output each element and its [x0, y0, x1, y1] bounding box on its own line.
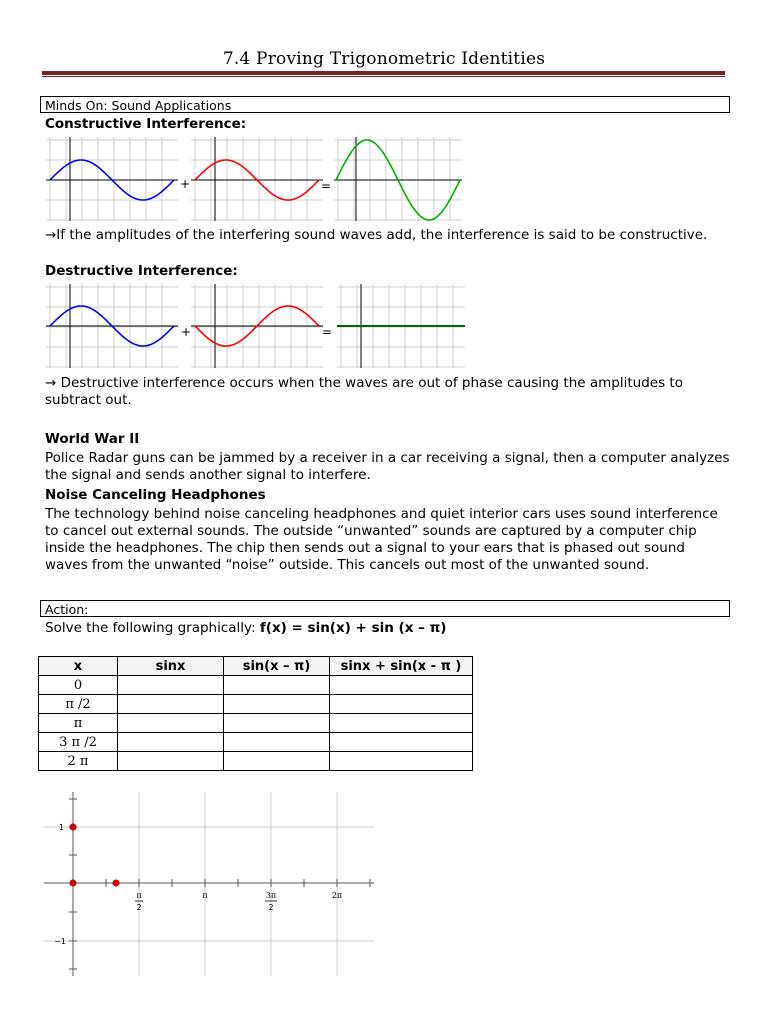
- column-header: sin(x – π): [224, 657, 330, 676]
- title-rule-thick: [42, 71, 725, 75]
- plus-sign: +: [180, 177, 191, 191]
- title-rule-thin: [42, 76, 725, 77]
- destructive-flat-wave: [337, 284, 465, 368]
- answer-cell[interactable]: [118, 676, 224, 695]
- instruction-formula: f(x) = sin(x) + sin (x – π): [259, 620, 447, 636]
- table-row: [39, 695, 473, 714]
- action-header: Action:: [40, 600, 730, 617]
- constructive-wave-2: [191, 137, 323, 221]
- constructive-wave-1: [46, 137, 178, 221]
- plotted-point: [70, 880, 77, 887]
- answer-cell[interactable]: [118, 733, 224, 752]
- destructive-wave-2: [191, 284, 323, 368]
- x-value-cell: 0: [39, 676, 118, 695]
- page-title: 7.4 Proving Trigonometric Identities: [222, 49, 546, 69]
- answer-cell[interactable]: [330, 714, 473, 733]
- constructive-description: →If the amplitudes of the interfering sound waves add, the interference is said to be constructive.: [45, 227, 708, 243]
- y-tick-label: −1: [54, 937, 66, 946]
- destructive-description: → Destructive interference occurs when the waves are out of phase causing the amplitudes to subtract out.: [45, 375, 683, 408]
- answer-cell[interactable]: [224, 752, 330, 771]
- answer-cell[interactable]: [330, 733, 473, 752]
- values-table: [38, 656, 473, 771]
- constructive-sum-wave: [334, 137, 462, 221]
- y-tick-label: 1: [58, 823, 64, 832]
- coordinate-graph: [38, 790, 378, 980]
- destructive-wave-1: [46, 284, 178, 368]
- answer-cell[interactable]: [118, 714, 224, 733]
- x-tick-label: π: [202, 891, 208, 900]
- destructive-heading: Destructive Interference:: [45, 263, 238, 279]
- minds-on-header: Minds On: Sound Applications: [40, 96, 730, 113]
- x-value-cell: 2 π: [39, 752, 118, 771]
- answer-cell[interactable]: [118, 695, 224, 714]
- plus-sign: +: [181, 325, 192, 339]
- equals-sign: =: [322, 325, 333, 339]
- x-tick-label: 2: [268, 903, 274, 912]
- x-value-cell: π: [39, 714, 118, 733]
- wwii-text: Police Radar guns can be jammed by a receiver in a car receiving a signal, then a computer analyzes the signal and sends another signal to interfere.: [45, 450, 730, 483]
- headphones-text: The technology behind noise canceling headphones and quiet interior cars uses sound interference to cancel out external sounds. The outside “unwanted” sounds are captured by a computer chip inside the headphones. The chip then sends out a signal to your ears that is phased out sound waves from the unwanted “noise” outside. This cancels out most of the unwanted sound.: [45, 506, 718, 573]
- answer-cell[interactable]: [224, 733, 330, 752]
- headphones-heading: Noise Canceling Headphones: [45, 487, 266, 503]
- answer-cell[interactable]: [330, 752, 473, 771]
- x-value-cell: π /2: [39, 695, 118, 714]
- column-header: sinx: [118, 657, 224, 676]
- column-header: sinx + sin(x - π ): [330, 657, 473, 676]
- constructive-heading: Constructive Interference:: [45, 116, 247, 132]
- answer-cell[interactable]: [224, 676, 330, 695]
- x-tick-label: 3π: [265, 891, 277, 900]
- column-header: x: [39, 657, 118, 676]
- plotted-point: [70, 824, 77, 831]
- table-row: [39, 752, 473, 771]
- table-row: [39, 676, 473, 695]
- equals-sign: =: [321, 179, 332, 193]
- wwii-heading: World War II: [45, 431, 140, 447]
- answer-cell[interactable]: [224, 714, 330, 733]
- answer-cell[interactable]: [224, 695, 330, 714]
- table-header-row: [39, 657, 473, 676]
- action-instruction: [45, 620, 730, 637]
- instruction-prefix: Solve the following graphically:: [45, 620, 260, 636]
- x-tick-label: π: [136, 891, 142, 900]
- plotted-point: [113, 880, 120, 887]
- x-value-cell: 3 π /2: [39, 733, 118, 752]
- table-row: [39, 733, 473, 752]
- answer-cell[interactable]: [330, 695, 473, 714]
- table-row: [39, 714, 473, 733]
- x-tick-label: 2: [136, 903, 142, 912]
- answer-cell[interactable]: [330, 676, 473, 695]
- x-tick-label: 2π: [331, 891, 343, 900]
- answer-cell[interactable]: [118, 752, 224, 771]
